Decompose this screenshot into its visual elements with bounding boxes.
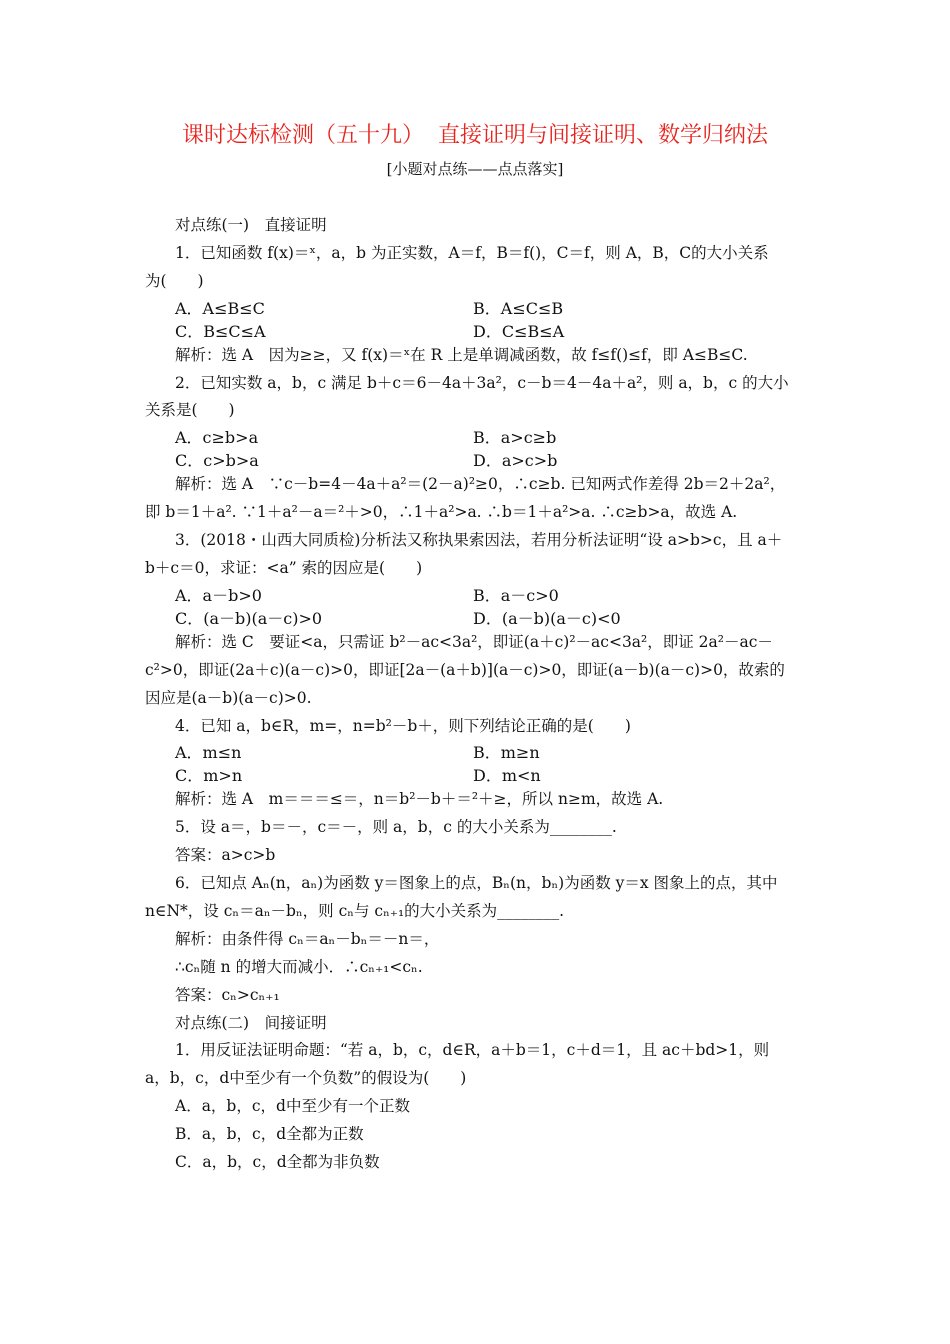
question-4-line-1: 4．已知 a，b∈R，m=，n=b²－b＋，则下列结论正确的是( ) (175, 716, 631, 735)
question-2-line-2: 关系是( ) (145, 401, 235, 420)
option-a: A．a，b，c，d中至少有一个正数 (175, 1097, 410, 1116)
question-1-options-row-1 (145, 296, 807, 319)
question-3-solution-line-3: 因应是(a－b)(a－c)>0. (145, 688, 312, 707)
question-2-line-1: 2．已知实数 a，b，c 满足 b＋c＝6－4a＋3a²，c－b＝4－4a＋a²，则 a，b，c 的大小 (175, 373, 789, 392)
question-3-line-1: 3．(2018・山西大同质检)分析法又称执果索因法，若用分析法证明“设 a>b>c，且 a＋ (175, 531, 783, 550)
option-d: D．C≤B≤A (473, 321, 565, 341)
option-a: A．c≥b>a (175, 428, 259, 448)
option-c: C．m>n (175, 766, 243, 786)
section-heading-direct: 对点练(一) 直接证明 (175, 216, 327, 234)
option-a: A．a－b>0 (175, 585, 262, 605)
option-d: D．a>c>b (473, 451, 558, 471)
question-3-options-row-1 (145, 583, 807, 606)
document-body (145, 212, 807, 1177)
question-4-options-row-1 (145, 740, 807, 763)
question-6-answer: 答案：cₙ>cₙ₊₁ (175, 985, 280, 1004)
question-2-options-row-1 (145, 425, 807, 448)
section-heading-indirect: 对点练(二) 间接证明 (175, 1013, 327, 1032)
question-2-solution-line-1: 解析：选 A ∵c－b=4－4a＋a²＝(2－a)²≥0，∴c≥b. 已知两式作差得 2b＝2＋2a²， (175, 475, 786, 494)
option-b: B．m≥n (473, 743, 540, 763)
question-5-line-1: 5．设 a＝，b＝－，c＝－，则 a，b，c 的大小关系为________. (175, 818, 617, 837)
question-6-solution-line-1: 解析：由条件得 cₙ＝aₙ－bₙ＝－n＝， (175, 929, 440, 948)
option-b: B．a－c>0 (473, 585, 559, 605)
option-b: B．a>c≥b (473, 428, 557, 448)
option-b: B．A≤C≤B (473, 298, 564, 318)
page-title: 课时达标检测（五十九） 直接证明与间接证明、数学归纳法 (182, 123, 768, 148)
question-3-options-row-2 (145, 606, 807, 629)
question-1-line-2: 为( ) (145, 271, 204, 290)
page-subtitle: [小题对点练——点点落实] (386, 160, 564, 178)
question-6-solution-line-2: ∴cₙ随 n 的增大而减小．∴cₙ₊₁<cₙ. (175, 957, 423, 976)
question-4-options-row-2 (145, 763, 807, 786)
problem-1-line-1: 1．用反证法证明命题：“若 a，b，c，d∈R，a＋b＝1，c＋d＝1，且 ac＋bd>1，则 (175, 1041, 770, 1060)
option-d: D．(a－b)(a－c)<0 (473, 608, 621, 628)
question-2-options-row-2 (145, 448, 807, 471)
question-4-solution: 解析：选 A m＝＝＝≤＝，n＝b²－b＋＝²＋≥，所以 n≥m，故选 A. (175, 790, 664, 809)
question-6-line-1: 6．已知点 Aₙ(n，aₙ)为函数 y＝图象上的点，Bₙ(n，bₙ)为函数 y＝x 图象上的点，其中 (175, 874, 778, 893)
question-2-solution-line-2: 即 b＝1＋a². ∵1＋a²－a＝²＋>0，∴1＋a²>a. ∴b＝1＋a²>a. ∴c≥b>a，故选 A. (145, 503, 738, 522)
question-1-line-1: 1．已知函数 f(x)＝ˣ，a，b 为正实数，A＝f，B＝f()，C＝f，则 A，B，C的大小关系 (175, 243, 769, 262)
question-6-line-2: n∈N*，设 cₙ＝aₙ－bₙ，则 cₙ与 cₙ₊₁的大小关系为________. (145, 902, 565, 921)
option-b: B．a，b，c，d全都为正数 (175, 1125, 364, 1144)
question-5-answer: 答案：a>c>b (175, 846, 276, 865)
option-c: C．(a－b)(a－c)>0 (175, 608, 323, 628)
option-a: A．m≤n (175, 743, 242, 763)
question-3-solution-line-1: 解析：选 C 要证<a，只需证 b²－ac<3a²，即证(a＋c)²－ac<3a²，即证 2a²－ac－ (175, 632, 773, 651)
option-d: D．m<n (473, 766, 541, 786)
option-a: A．A≤B≤C (175, 298, 265, 318)
question-3-solution-line-2: c²>0，即证(2a＋c)(a－c)>0，即证[2a－(a＋b)](a－c)>0，即证(a－b)(a－c)>0，故索的 (145, 660, 785, 679)
option-c: C．a，b，c，d全都为非负数 (175, 1153, 380, 1172)
question-1-solution: 解析：选 A 因为≥≥，又 f(x)＝ˣ在 R 上是单调减函数，故 f≤f()≤f，即 A≤B≤C. (175, 345, 748, 364)
question-3-line-2: b＋c＝0，求证：<a” 索的因应是( ) (145, 559, 423, 578)
option-c: C．B≤C≤A (175, 321, 266, 341)
problem-1-line-2: a，b，c，d中至少有一个负数”的假设为( ) (145, 1069, 467, 1088)
question-1-options-row-2 (145, 319, 807, 342)
option-c: C．c>b>a (175, 451, 259, 471)
